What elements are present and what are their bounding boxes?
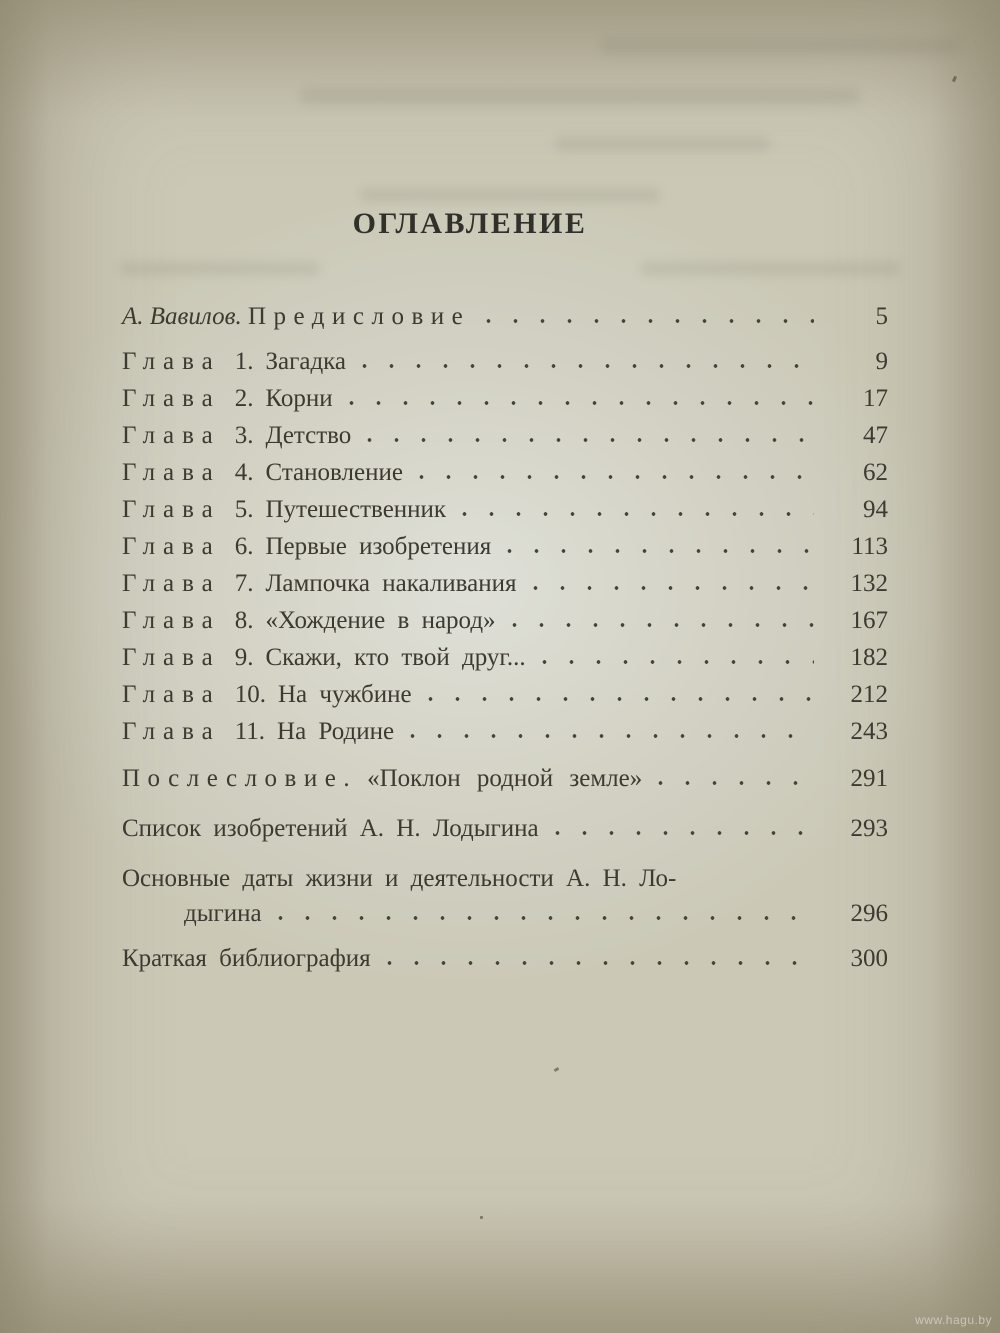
page-number: 17 [863, 385, 888, 412]
show-through-smudge [600, 38, 960, 54]
page-number: 243 [850, 718, 888, 745]
toc-entry [122, 421, 888, 451]
paper-speck [554, 1067, 560, 1072]
show-through-smudge [300, 88, 860, 104]
page-number: 94 [863, 496, 888, 523]
entry-label: Глава 9. Скажи, кто твой друг... [122, 644, 526, 671]
toc-entry-key-dates [122, 864, 888, 929]
dot-leader [486, 306, 814, 336]
dot-leader [533, 573, 814, 603]
entry-line2 [122, 899, 888, 929]
dot-leader [410, 721, 814, 751]
entry-label-line1: Основные даты жизни и деятельности А. Н. Ло- [122, 865, 677, 892]
page-number: 182 [850, 644, 888, 671]
toc-entry [122, 532, 888, 562]
toc-entry [122, 384, 888, 414]
author-name: А. Вавилов. [122, 303, 242, 330]
page-number: 5 [875, 303, 888, 330]
page-number: 296 [850, 900, 888, 927]
preface-label: Предисловие [247, 303, 471, 330]
dot-leader [512, 610, 814, 640]
entry-label: Глава 4. Становление [122, 459, 403, 486]
toc-entry-preface [122, 302, 888, 332]
toc-entry-inventions [122, 814, 888, 844]
page-title: ОГЛАВЛЕНИЕ [352, 207, 588, 240]
dot-leader [419, 462, 814, 492]
entry-label-line2: дыгина [184, 900, 262, 927]
page-number: 9 [875, 348, 888, 375]
entry-label: Глава 1. Загадка [122, 348, 347, 375]
show-through-smudge [555, 137, 770, 151]
entry-label: Глава 8. «Хождение в народ» [122, 607, 496, 634]
entry-label: Список изобретений А. Н. Лодыгина [122, 815, 539, 842]
toc-entry [122, 606, 888, 636]
dot-leader [428, 684, 814, 714]
toc-entry [122, 347, 888, 377]
dot-leader [367, 425, 814, 455]
toc-entry [122, 458, 888, 488]
entry-label: Глава 11. На Родине [122, 718, 395, 745]
dot-leader [542, 647, 814, 677]
paper-speck [480, 1216, 483, 1219]
dot-leader [349, 388, 814, 418]
toc-entry [122, 569, 888, 599]
dot-leader [507, 536, 814, 566]
dot-leader [278, 903, 814, 933]
toc-entry [122, 495, 888, 525]
toc-entry-bibliography [122, 944, 888, 974]
page-number: 62 [863, 459, 888, 486]
table-of-contents [122, 206, 888, 981]
page-number: 47 [863, 422, 888, 449]
page-number: 132 [850, 570, 888, 597]
entry-label: Глава 6. Первые изобретения [122, 533, 492, 560]
paper-speck [952, 76, 957, 83]
page-number: 293 [850, 815, 888, 842]
dot-leader [462, 499, 814, 529]
page-number: 300 [850, 945, 888, 972]
page-number: 212 [850, 681, 888, 708]
toc-entry-afterword [122, 764, 888, 794]
page-number: 113 [851, 533, 888, 560]
entry-label: Глава 10. На чужбине [122, 681, 412, 708]
entry-label: Глава 2. Корни [122, 385, 333, 412]
entry-label: Краткая библиография [122, 945, 371, 972]
page-number: 167 [850, 607, 888, 634]
page-number: 291 [850, 765, 888, 792]
toc-entry [122, 680, 888, 710]
photo-watermark: www.hagu.by [915, 1313, 992, 1327]
entry-label: Глава 5. Путешественник [122, 496, 447, 523]
entry-label: Глава 3. Детство [122, 422, 352, 449]
toc-entry [122, 643, 888, 673]
entry-label [122, 302, 470, 332]
entry-label: Послесловие. «Поклон родной земле» [122, 765, 643, 792]
toc-entry [122, 717, 888, 747]
dot-leader [387, 948, 814, 978]
dot-leader [555, 818, 814, 848]
dot-leader [658, 768, 814, 798]
show-through-smudge [360, 188, 660, 202]
entry-label: Глава 7. Лампочка накаливания [122, 570, 517, 597]
dot-leader [362, 351, 814, 381]
